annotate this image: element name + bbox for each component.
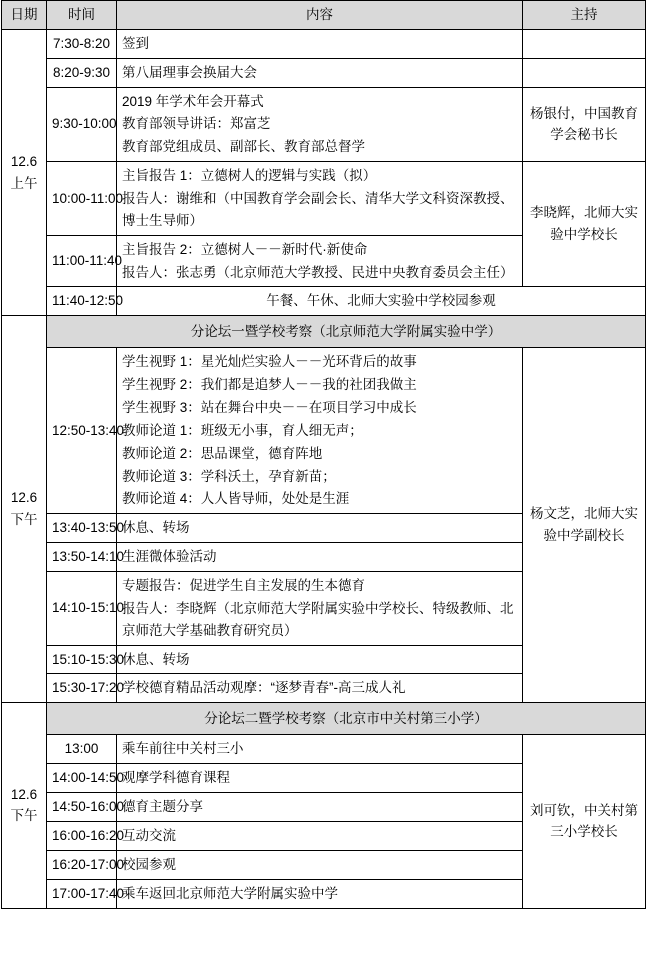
table-body [2,29,646,908]
time-cell: 16:20-17:00 [47,850,117,879]
content-cell [117,235,523,287]
content-line: 乘车前往中关村三小 [122,741,244,757]
time-cell: 7:30-8:20 [47,29,117,58]
date-line: 下午 [10,808,38,824]
forum-banner-row [2,703,646,735]
content-line: 第八届理事会换届大会 [122,64,257,80]
content-line: 报告人：张志勇（北京师范大学教授、民进中央教育委员会主任） [122,264,514,280]
time-cell: 9:30-10:00 [47,87,117,162]
content-cell [117,674,523,703]
header-row [2,1,646,30]
date-line: 12.6 [10,153,38,169]
schedule-row [2,29,646,58]
host-line: 杨文芝，北师大实 [530,506,638,522]
content-line: 教育部领导讲话：郑富芝 [122,116,271,132]
content-cell [117,543,523,572]
host-cell [523,58,646,87]
time-cell: 11:00-11:40 [47,235,117,287]
time-cell: 12:50-13:40 [47,348,117,514]
host-cell [523,735,646,908]
content-line: 乘车返回北京师范大学附属实验中学 [122,885,338,901]
content-line: 主旨报告 2：立德树人－－新时代·新使命 [122,241,368,257]
conference-schedule-table [1,0,646,909]
content-line: 签到 [122,35,149,51]
time-cell: 13:40-13:50 [47,514,117,543]
column-header-time: 时间 [47,1,117,30]
forum-banner: 分论坛二暨学校考察（北京市中关村第三小学） [47,703,646,735]
content-line: 观摩学科德育课程 [122,770,230,786]
time-cell: 13:00 [47,735,117,764]
content-line: 教育部党组成员、副部长、教育部总督学 [122,139,365,155]
time-cell: 14:00-14:50 [47,764,117,793]
content-cell [117,572,523,646]
time-cell: 13:50-14:10 [47,543,117,572]
host-line: 学会秘书长 [550,127,618,143]
date-line: 12.6 [10,490,38,506]
host-cell [523,29,646,58]
content-line: 报告人：谢维和（中国教育学会副会长、清华大学文科资深教授、博士生导师） [122,191,514,228]
content-line: 2019 年学术年会开幕式 [122,93,264,109]
schedule-row [2,735,646,764]
content-line: 生涯微体验活动 [122,549,217,565]
forum-banner: 分论坛一暨学校考察（北京师范大学附属实验中学） [47,316,646,348]
column-header-host: 主持 [523,1,646,30]
date-cell [2,29,47,315]
schedule-row [2,162,646,236]
time-cell: 14:10-15:10 [47,572,117,646]
content-line: 德育主题分享 [122,799,203,815]
content-cell [117,764,523,793]
content-line: 教师论道 4：人人皆导师，处处是生涯 [122,491,350,507]
content-line: 报告人：李晓辉（北京师范大学附属实验中学校长、特级教师、北京师范大学基础教育研究员） [122,600,514,638]
content-cell [117,793,523,822]
host-line: 李晓辉，北师大实 [530,205,638,221]
host-line: 验中学副校长 [543,528,625,544]
content-line: 教师论道 2：思品课堂，德育阵地 [122,445,323,461]
host-line: 验中学校长 [550,227,618,243]
content-cell [117,162,523,236]
time-cell: 11:40-12:50 [47,287,117,316]
time-cell: 15:30-17:20 [47,674,117,703]
content-cell [117,645,523,674]
content-line: 午餐、午休、北师大实验中学校园参观 [266,293,496,309]
column-header-date: 日期 [2,1,47,30]
date-cell [2,316,47,703]
content-line: 学校德育精品活动观摩：“逐梦青春”-高三成人礼 [122,680,406,696]
content-line: 互动交流 [122,827,176,843]
content-line: 校园参观 [122,856,176,872]
forum-banner-row [2,316,646,348]
host-cell [523,348,646,703]
host-line: 三小学校长 [550,824,618,840]
content-cell [117,735,523,764]
content-cell [117,287,646,316]
content-cell [117,850,523,879]
content-cell [117,348,523,514]
table-header [2,1,646,30]
content-cell [117,29,523,58]
content-line: 教师论道 1：班级无小事，育人细无声； [122,422,363,438]
time-cell: 17:00-17:40 [47,879,117,908]
content-line: 休息、转场 [122,520,190,536]
schedule-row [2,87,646,162]
date-line: 下午 [10,512,38,528]
date-line: 上午 [10,175,38,191]
content-line: 教师论道 3：学科沃土，孕育新苗； [122,468,336,484]
host-line: 刘可钦，中关村第 [530,802,638,818]
content-line: 主旨报告 1：立德树人的逻辑与实践（拟） [122,168,377,184]
time-cell: 14:50-16:00 [47,793,117,822]
date-line: 12.6 [10,786,38,802]
host-cell [523,162,646,287]
schedule-row [2,348,646,514]
host-line: 杨银付，中国教育 [530,105,638,121]
content-line: 专题报告：促进学生自主发展的生本德育 [122,578,365,594]
schedule-row [2,58,646,87]
content-line: 学生视野 3：站在舞台中央－－在项目学习中成长 [122,400,417,416]
time-cell: 8:20-9:30 [47,58,117,87]
time-cell: 15:10-15:30 [47,645,117,674]
content-cell [117,879,523,908]
content-line: 学生视野 1：星光灿烂实验人－－光环背后的故事 [122,354,417,370]
content-cell [117,58,523,87]
content-line: 学生视野 2：我们都是追梦人－－我的社团我做主 [122,377,417,393]
time-cell: 16:00-16:20 [47,821,117,850]
host-cell [523,87,646,162]
content-line: 休息、转场 [122,651,190,667]
content-cell [117,821,523,850]
column-header-content: 内容 [117,1,523,30]
time-cell: 10:00-11:00 [47,162,117,236]
schedule-row [2,287,646,316]
content-cell [117,514,523,543]
content-cell [117,87,523,162]
date-cell [2,703,47,908]
